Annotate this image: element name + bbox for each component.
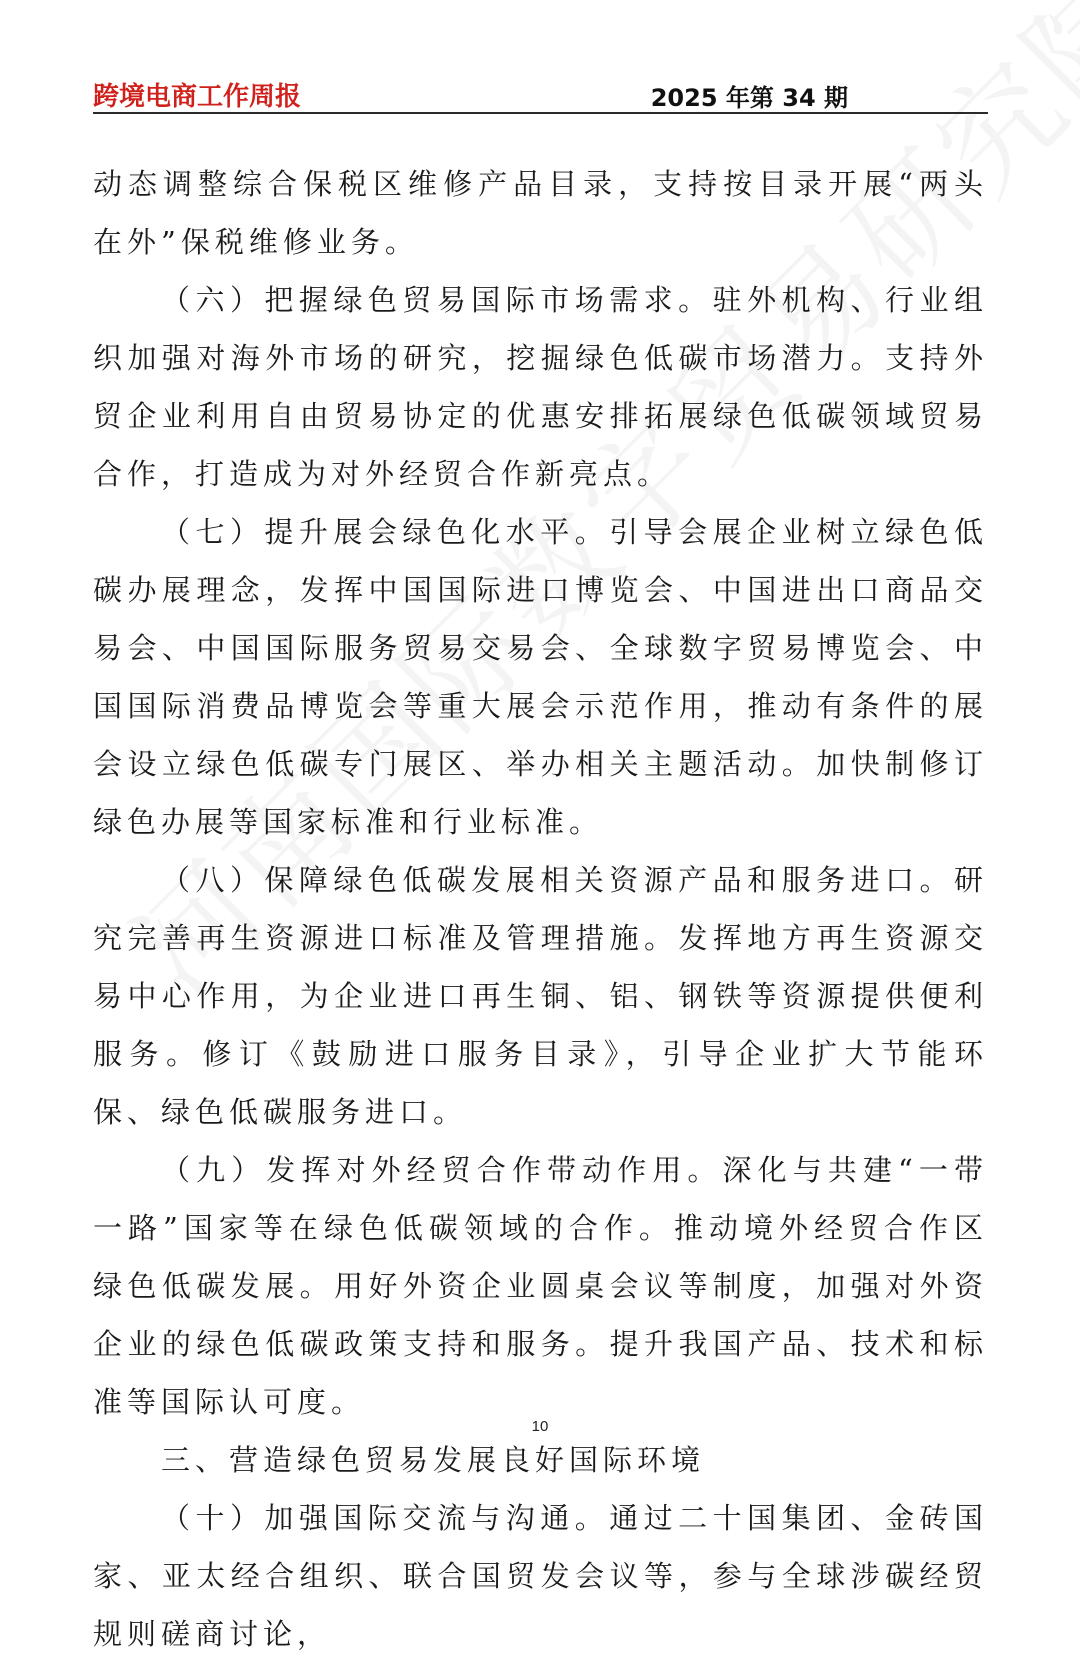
page-number: 10	[531, 1418, 549, 1435]
paragraph-section-7: （七）提升展会绿色化水平。引导会展企业树立绿色低碳办展理念，发挥中国国际进口博览会、中国进出口商品交易会、中国国际服务贸易交易会、全球数字贸易博览会、中国国际消费品博览会等重大展会示范作用，推动有条件的展会设立绿色低碳专门展区、举办相关主题活动。加快制修订绿色办展等国家标准和行业标准。	[93, 515, 988, 839]
paragraph-section-8: （八）保障绿色低碳发展相关资源产品和服务进口。研究完善再生资源进口标准及管理措施。发挥地方再生资源交易中心作用，为企业进口再生铜、铝、钢铁等资源提供便利服务。修订《鼓励进口服务目录》，引导企业扩大节能环保、绿色低碳服务进口。	[93, 863, 988, 1129]
document-body	[93, 155, 988, 1663]
paragraph-continuation: 动态调整综合保税区维修产品目录，支持按目录开展“两头在外”保税维修业务。	[93, 167, 988, 259]
heading-part-3: 三、营造绿色贸易发展良好国际环境	[161, 1443, 706, 1477]
page-header	[93, 72, 988, 114]
paragraph-section-10: （十）加强国际交流与沟通。通过二十国集团、金砖国家、亚太经合组织、联合国贸发会议等，参与全球涉碳经贸规则磋商讨论，	[93, 1501, 988, 1651]
paragraph-section-9: （九）发挥对外经贸合作带动作用。深化与共建“一带一路”国家等在绿色低碳领域的合作。推动境外经贸合作区绿色低碳发展。用好外资企业圆桌会议等制度，加强对外资企业的绿色低碳政策支持和服务。提升我国产品、技术和标准等国际认可度。	[93, 1153, 988, 1419]
paragraph-section-6: （六）把握绿色贸易国际市场需求。驻外机构、行业组织加强对海外市场的研究，挖掘绿色低碳市场潜力。支持外贸企业利用自由贸易协定的优惠安排拓展绿色低碳领域贸易合作，打造成为对外经贸合作新亮点。	[93, 283, 988, 491]
report-title: 跨境电商工作周报	[93, 82, 302, 112]
issue-number: 2025 年第 34 期	[650, 84, 848, 112]
